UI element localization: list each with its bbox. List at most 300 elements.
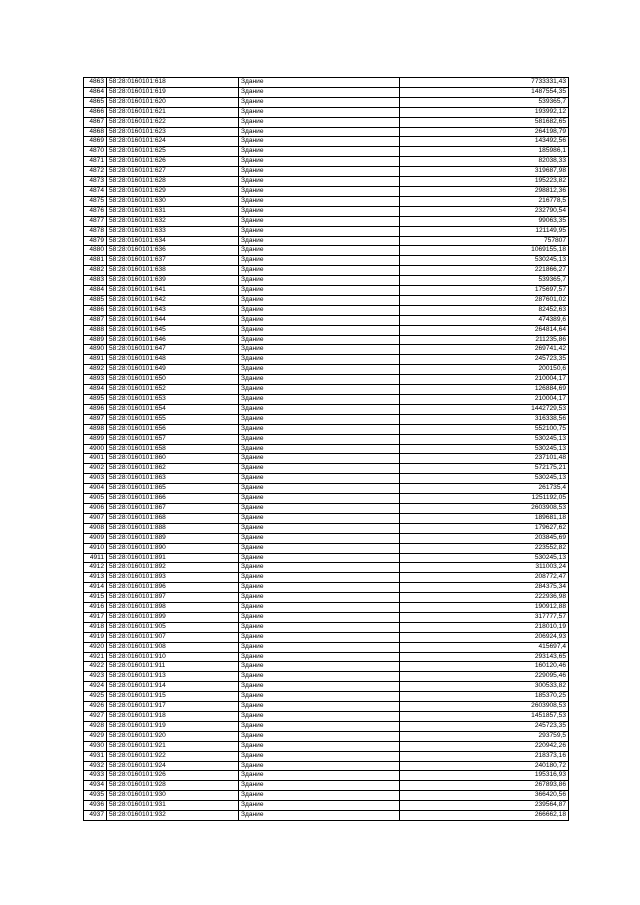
table-row bbox=[84, 454, 569, 464]
table-row bbox=[84, 87, 569, 97]
table-row bbox=[84, 256, 569, 266]
object-type-cell: Здание bbox=[239, 137, 400, 147]
table-row bbox=[84, 335, 569, 345]
table-row bbox=[84, 186, 569, 196]
cadastral-number-cell: 58:28:0160101:643 bbox=[107, 305, 239, 315]
table-row bbox=[84, 434, 569, 444]
object-type-cell: Здание bbox=[239, 186, 400, 196]
value-cell: 185370,25 bbox=[400, 692, 569, 702]
object-type-cell: Здание bbox=[239, 741, 400, 751]
row-number-cell: 4881 bbox=[84, 256, 107, 266]
row-number-cell: 4901 bbox=[84, 454, 107, 464]
table-row bbox=[84, 632, 569, 642]
value-cell: 232790,54 bbox=[400, 206, 569, 216]
cadastral-number-cell: 58:28:0160101:644 bbox=[107, 315, 239, 325]
object-type-cell: Здание bbox=[239, 612, 400, 622]
object-type-cell: Здание bbox=[239, 494, 400, 504]
cadastral-number-cell: 58:28:0160101:656 bbox=[107, 424, 239, 434]
row-number-cell: 4867 bbox=[84, 117, 107, 127]
row-number-cell: 4899 bbox=[84, 434, 107, 444]
cadastral-number-cell: 58:28:0160101:623 bbox=[107, 127, 239, 137]
row-number-cell: 4934 bbox=[84, 781, 107, 791]
value-cell: 211235,86 bbox=[400, 335, 569, 345]
value-cell: 237101,48 bbox=[400, 454, 569, 464]
cadastral-number-cell: 58:28:0160101:915 bbox=[107, 692, 239, 702]
cadastral-number-cell: 58:28:0160101:658 bbox=[107, 444, 239, 454]
cadastral-number-cell: 58:28:0160101:633 bbox=[107, 226, 239, 236]
row-number-cell: 4937 bbox=[84, 811, 107, 821]
object-type-cell: Здание bbox=[239, 632, 400, 642]
object-type-cell: Здание bbox=[239, 305, 400, 315]
row-number-cell: 4865 bbox=[84, 97, 107, 107]
row-number-cell: 4917 bbox=[84, 612, 107, 622]
table-row bbox=[84, 622, 569, 632]
row-number-cell: 4919 bbox=[84, 632, 107, 642]
row-number-cell: 4896 bbox=[84, 404, 107, 414]
row-number-cell: 4872 bbox=[84, 167, 107, 177]
cadastral-number-cell: 58:28:0160101:908 bbox=[107, 642, 239, 652]
object-type-cell: Здание bbox=[239, 682, 400, 692]
value-cell: 300533,82 bbox=[400, 682, 569, 692]
row-number-cell: 4900 bbox=[84, 444, 107, 454]
row-number-cell: 4902 bbox=[84, 464, 107, 474]
cadastral-number-cell: 58:28:0160101:910 bbox=[107, 652, 239, 662]
cadastral-number-cell: 58:28:0160101:866 bbox=[107, 494, 239, 504]
table-row bbox=[84, 276, 569, 286]
value-cell: 1069155,18 bbox=[400, 246, 569, 256]
cadastral-number-cell: 58:28:0160101:905 bbox=[107, 622, 239, 632]
value-cell: 223552,82 bbox=[400, 543, 569, 553]
object-type-cell: Здание bbox=[239, 295, 400, 305]
table-row bbox=[84, 236, 569, 246]
object-type-cell: Здание bbox=[239, 206, 400, 216]
value-cell: 193992,12 bbox=[400, 107, 569, 117]
value-cell: 121149,95 bbox=[400, 226, 569, 236]
value-cell: 222936,98 bbox=[400, 593, 569, 603]
value-cell: 216778,5 bbox=[400, 196, 569, 206]
cadastral-number-cell: 58:28:0160101:889 bbox=[107, 533, 239, 543]
cadastral-number-cell: 58:28:0160101:627 bbox=[107, 167, 239, 177]
object-type-cell: Здание bbox=[239, 147, 400, 157]
value-cell: 126884,69 bbox=[400, 385, 569, 395]
value-cell: 539365,7 bbox=[400, 276, 569, 286]
object-type-cell: Здание bbox=[239, 781, 400, 791]
value-cell: 572175,21 bbox=[400, 464, 569, 474]
row-number-cell: 4892 bbox=[84, 365, 107, 375]
value-cell: 298812,36 bbox=[400, 186, 569, 196]
table-row bbox=[84, 702, 569, 712]
cadastral-number-cell: 58:28:0160101:918 bbox=[107, 712, 239, 722]
row-number-cell: 4911 bbox=[84, 553, 107, 563]
value-cell: 552100,75 bbox=[400, 424, 569, 434]
row-number-cell: 4936 bbox=[84, 801, 107, 811]
cadastral-number-cell: 58:28:0160101:890 bbox=[107, 543, 239, 553]
cadastral-number-cell: 58:28:0160101:913 bbox=[107, 672, 239, 682]
table-row bbox=[84, 196, 569, 206]
value-cell: 267893,86 bbox=[400, 781, 569, 791]
cadastral-number-cell: 58:28:0160101:922 bbox=[107, 751, 239, 761]
row-number-cell: 4868 bbox=[84, 127, 107, 137]
object-type-cell: Здание bbox=[239, 474, 400, 484]
value-cell: 195316,93 bbox=[400, 771, 569, 781]
table-row bbox=[84, 375, 569, 385]
object-type-cell: Здание bbox=[239, 791, 400, 801]
cadastral-number-cell: 58:28:0160101:932 bbox=[107, 811, 239, 821]
value-cell: 208772,47 bbox=[400, 573, 569, 583]
value-cell: 160120,46 bbox=[400, 662, 569, 672]
value-cell: 82038,33 bbox=[400, 157, 569, 167]
cadastral-number-cell: 58:28:0160101:919 bbox=[107, 721, 239, 731]
object-type-cell: Здание bbox=[239, 513, 400, 523]
cadastral-number-cell: 58:28:0160101:891 bbox=[107, 553, 239, 563]
table-row bbox=[84, 404, 569, 414]
row-number-cell: 4913 bbox=[84, 573, 107, 583]
row-number-cell: 4886 bbox=[84, 305, 107, 315]
cadastral-number-cell: 58:28:0160101:931 bbox=[107, 801, 239, 811]
cadastral-number-cell: 58:28:0160101:893 bbox=[107, 573, 239, 583]
value-cell: 530245,13 bbox=[400, 444, 569, 454]
value-cell: 287601,02 bbox=[400, 295, 569, 305]
cadastral-number-cell: 58:28:0160101:626 bbox=[107, 157, 239, 167]
cadastral-number-cell: 58:28:0160101:926 bbox=[107, 771, 239, 781]
row-number-cell: 4887 bbox=[84, 315, 107, 325]
table-row bbox=[84, 117, 569, 127]
table-row bbox=[84, 494, 569, 504]
object-type-cell: Здание bbox=[239, 811, 400, 821]
table-row bbox=[84, 513, 569, 523]
object-type-cell: Здание bbox=[239, 236, 400, 246]
value-cell: 218010,19 bbox=[400, 622, 569, 632]
value-cell: 319687,98 bbox=[400, 167, 569, 177]
value-cell: 757807 bbox=[400, 236, 569, 246]
cadastral-number-cell: 58:28:0160101:622 bbox=[107, 117, 239, 127]
row-number-cell: 4871 bbox=[84, 157, 107, 167]
object-type-cell: Здание bbox=[239, 652, 400, 662]
row-number-cell: 4897 bbox=[84, 414, 107, 424]
value-cell: 221866,27 bbox=[400, 266, 569, 276]
row-number-cell: 4907 bbox=[84, 513, 107, 523]
row-number-cell: 4915 bbox=[84, 593, 107, 603]
object-type-cell: Здание bbox=[239, 583, 400, 593]
row-number-cell: 4883 bbox=[84, 276, 107, 286]
table-row bbox=[84, 533, 569, 543]
object-type-cell: Здание bbox=[239, 246, 400, 256]
table-row bbox=[84, 127, 569, 137]
object-type-cell: Здание bbox=[239, 395, 400, 405]
value-cell: 530245,13 bbox=[400, 474, 569, 484]
table-row bbox=[84, 315, 569, 325]
value-cell: 269741,42 bbox=[400, 345, 569, 355]
value-cell: 210004,17 bbox=[400, 375, 569, 385]
row-number-cell: 4891 bbox=[84, 355, 107, 365]
value-cell: 1442729,53 bbox=[400, 404, 569, 414]
value-cell: 1451857,53 bbox=[400, 712, 569, 722]
table-row bbox=[84, 791, 569, 801]
cadastral-number-cell: 58:28:0160101:911 bbox=[107, 662, 239, 672]
value-cell: 293759,5 bbox=[400, 731, 569, 741]
table-row bbox=[84, 652, 569, 662]
table-row bbox=[84, 731, 569, 741]
cadastral-number-cell: 58:28:0160101:653 bbox=[107, 395, 239, 405]
value-cell: 316338,56 bbox=[400, 414, 569, 424]
object-type-cell: Здание bbox=[239, 256, 400, 266]
table-row bbox=[84, 286, 569, 296]
row-number-cell: 4922 bbox=[84, 662, 107, 672]
cadastral-number-cell: 58:28:0160101:650 bbox=[107, 375, 239, 385]
object-type-cell: Здание bbox=[239, 286, 400, 296]
cadastral-number-cell: 58:28:0160101:928 bbox=[107, 781, 239, 791]
cadastral-number-cell: 58:28:0160101:892 bbox=[107, 563, 239, 573]
object-type-cell: Здание bbox=[239, 454, 400, 464]
cadastral-number-cell: 58:28:0160101:863 bbox=[107, 474, 239, 484]
row-number-cell: 4920 bbox=[84, 642, 107, 652]
table-row bbox=[84, 741, 569, 751]
row-number-cell: 4870 bbox=[84, 147, 107, 157]
row-number-cell: 4879 bbox=[84, 236, 107, 246]
object-type-cell: Здание bbox=[239, 662, 400, 672]
value-cell: 264198,79 bbox=[400, 127, 569, 137]
object-type-cell: Здание bbox=[239, 642, 400, 652]
object-type-cell: Здание bbox=[239, 117, 400, 127]
row-number-cell: 4877 bbox=[84, 216, 107, 226]
value-cell: 82452,63 bbox=[400, 305, 569, 315]
table-row bbox=[84, 206, 569, 216]
object-type-cell: Здание bbox=[239, 434, 400, 444]
row-number-cell: 4903 bbox=[84, 474, 107, 484]
table-row bbox=[84, 355, 569, 365]
cadastral-number-cell: 58:28:0160101:899 bbox=[107, 612, 239, 622]
row-number-cell: 4916 bbox=[84, 603, 107, 613]
value-cell: 366420,56 bbox=[400, 791, 569, 801]
table-row bbox=[84, 781, 569, 791]
row-number-cell: 4874 bbox=[84, 186, 107, 196]
value-cell: 284375,34 bbox=[400, 583, 569, 593]
table-row bbox=[84, 801, 569, 811]
value-cell: 530245,13 bbox=[400, 434, 569, 444]
object-type-cell: Здание bbox=[239, 216, 400, 226]
table-row bbox=[84, 147, 569, 157]
row-number-cell: 4882 bbox=[84, 266, 107, 276]
object-type-cell: Здание bbox=[239, 721, 400, 731]
object-type-cell: Здание bbox=[239, 533, 400, 543]
row-number-cell: 4927 bbox=[84, 712, 107, 722]
cadastral-number-cell: 58:28:0160101:907 bbox=[107, 632, 239, 642]
object-type-cell: Здание bbox=[239, 226, 400, 236]
row-number-cell: 4864 bbox=[84, 87, 107, 97]
value-cell: 189681,18 bbox=[400, 513, 569, 523]
row-number-cell: 4890 bbox=[84, 345, 107, 355]
row-number-cell: 4932 bbox=[84, 761, 107, 771]
row-number-cell: 4866 bbox=[84, 107, 107, 117]
cadastral-number-cell: 58:28:0160101:619 bbox=[107, 87, 239, 97]
cadastral-number-cell: 58:28:0160101:860 bbox=[107, 454, 239, 464]
value-cell: 415697,4 bbox=[400, 642, 569, 652]
value-cell: 143492,56 bbox=[400, 137, 569, 147]
value-cell: 539365,7 bbox=[400, 97, 569, 107]
row-number-cell: 4908 bbox=[84, 523, 107, 533]
table-row bbox=[84, 414, 569, 424]
row-number-cell: 4910 bbox=[84, 543, 107, 553]
value-cell: 7733331,43 bbox=[400, 78, 569, 88]
table-row bbox=[84, 246, 569, 256]
cadastral-number-cell: 58:28:0160101:896 bbox=[107, 583, 239, 593]
object-type-cell: Здание bbox=[239, 692, 400, 702]
cadastral-number-cell: 58:28:0160101:917 bbox=[107, 702, 239, 712]
object-type-cell: Здание bbox=[239, 157, 400, 167]
row-number-cell: 4912 bbox=[84, 563, 107, 573]
table-row bbox=[84, 474, 569, 484]
cadastral-number-cell: 58:28:0160101:657 bbox=[107, 434, 239, 444]
table-row bbox=[84, 444, 569, 454]
row-number-cell: 4935 bbox=[84, 791, 107, 801]
table-row bbox=[84, 603, 569, 613]
object-type-cell: Здание bbox=[239, 335, 400, 345]
object-type-cell: Здание bbox=[239, 107, 400, 117]
row-number-cell: 4906 bbox=[84, 503, 107, 513]
row-number-cell: 4918 bbox=[84, 622, 107, 632]
object-type-cell: Здание bbox=[239, 424, 400, 434]
row-number-cell: 4909 bbox=[84, 533, 107, 543]
row-number-cell: 4875 bbox=[84, 196, 107, 206]
value-cell: 185986,1 bbox=[400, 147, 569, 157]
table-row bbox=[84, 345, 569, 355]
object-type-cell: Здание bbox=[239, 414, 400, 424]
cadastral-number-cell: 58:28:0160101:867 bbox=[107, 503, 239, 513]
table-row bbox=[84, 365, 569, 375]
table-row bbox=[84, 672, 569, 682]
object-type-cell: Здание bbox=[239, 196, 400, 206]
property-table bbox=[83, 77, 569, 821]
row-number-cell: 4921 bbox=[84, 652, 107, 662]
row-number-cell: 4885 bbox=[84, 295, 107, 305]
value-cell: 179627,62 bbox=[400, 523, 569, 533]
value-cell: 239564,87 bbox=[400, 801, 569, 811]
row-number-cell: 4905 bbox=[84, 494, 107, 504]
table-row bbox=[84, 177, 569, 187]
row-number-cell: 4929 bbox=[84, 731, 107, 741]
cadastral-number-cell: 58:28:0160101:655 bbox=[107, 414, 239, 424]
value-cell: 1487554,35 bbox=[400, 87, 569, 97]
value-cell: 317777,57 bbox=[400, 612, 569, 622]
cadastral-number-cell: 58:28:0160101:632 bbox=[107, 216, 239, 226]
table-body bbox=[84, 78, 569, 821]
value-cell: 175697,57 bbox=[400, 286, 569, 296]
object-type-cell: Здание bbox=[239, 573, 400, 583]
value-cell: 311003,24 bbox=[400, 563, 569, 573]
table-row bbox=[84, 464, 569, 474]
object-type-cell: Здание bbox=[239, 444, 400, 454]
value-cell: 220942,26 bbox=[400, 741, 569, 751]
row-number-cell: 4889 bbox=[84, 335, 107, 345]
row-number-cell: 4914 bbox=[84, 583, 107, 593]
table-row bbox=[84, 167, 569, 177]
object-type-cell: Здание bbox=[239, 751, 400, 761]
object-type-cell: Здание bbox=[239, 593, 400, 603]
cadastral-number-cell: 58:28:0160101:625 bbox=[107, 147, 239, 157]
cadastral-number-cell: 58:28:0160101:629 bbox=[107, 186, 239, 196]
value-cell: 2603908,53 bbox=[400, 503, 569, 513]
table-row bbox=[84, 216, 569, 226]
cadastral-number-cell: 58:28:0160101:639 bbox=[107, 276, 239, 286]
row-number-cell: 4923 bbox=[84, 672, 107, 682]
table-row bbox=[84, 751, 569, 761]
value-cell: 245723,35 bbox=[400, 721, 569, 731]
table-row bbox=[84, 226, 569, 236]
object-type-cell: Здание bbox=[239, 731, 400, 741]
object-type-cell: Здание bbox=[239, 553, 400, 563]
object-type-cell: Здание bbox=[239, 672, 400, 682]
row-number-cell: 4933 bbox=[84, 771, 107, 781]
row-number-cell: 4931 bbox=[84, 751, 107, 761]
row-number-cell: 4880 bbox=[84, 246, 107, 256]
cadastral-number-cell: 58:28:0160101:636 bbox=[107, 246, 239, 256]
cadastral-number-cell: 58:28:0160101:637 bbox=[107, 256, 239, 266]
value-cell: 474389,6 bbox=[400, 315, 569, 325]
cadastral-number-cell: 58:28:0160101:638 bbox=[107, 266, 239, 276]
cadastral-number-cell: 58:28:0160101:649 bbox=[107, 365, 239, 375]
table-row bbox=[84, 811, 569, 821]
row-number-cell: 4926 bbox=[84, 702, 107, 712]
object-type-cell: Здание bbox=[239, 266, 400, 276]
table-row bbox=[84, 157, 569, 167]
table-row bbox=[84, 563, 569, 573]
table-row bbox=[84, 107, 569, 117]
row-number-cell: 4878 bbox=[84, 226, 107, 236]
table-row bbox=[84, 395, 569, 405]
table-row bbox=[84, 721, 569, 731]
value-cell: 200150,6 bbox=[400, 365, 569, 375]
object-type-cell: Здание bbox=[239, 365, 400, 375]
object-type-cell: Здание bbox=[239, 702, 400, 712]
object-type-cell: Здание bbox=[239, 523, 400, 533]
cadastral-number-cell: 58:28:0160101:898 bbox=[107, 603, 239, 613]
cadastral-number-cell: 58:28:0160101:868 bbox=[107, 513, 239, 523]
table-row bbox=[84, 305, 569, 315]
value-cell: 206924,93 bbox=[400, 632, 569, 642]
row-number-cell: 4888 bbox=[84, 325, 107, 335]
row-number-cell: 4869 bbox=[84, 137, 107, 147]
value-cell: 530245,13 bbox=[400, 553, 569, 563]
table-row bbox=[84, 553, 569, 563]
row-number-cell: 4884 bbox=[84, 286, 107, 296]
table-row bbox=[84, 771, 569, 781]
object-type-cell: Здание bbox=[239, 325, 400, 335]
value-cell: 218373,16 bbox=[400, 751, 569, 761]
cadastral-number-cell: 58:28:0160101:630 bbox=[107, 196, 239, 206]
value-cell: 266662,18 bbox=[400, 811, 569, 821]
value-cell: 210004,17 bbox=[400, 395, 569, 405]
cadastral-number-cell: 58:28:0160101:618 bbox=[107, 78, 239, 88]
table-row bbox=[84, 266, 569, 276]
table-row bbox=[84, 761, 569, 771]
value-cell: 203845,69 bbox=[400, 533, 569, 543]
table-row bbox=[84, 712, 569, 722]
cadastral-number-cell: 58:28:0160101:921 bbox=[107, 741, 239, 751]
table-row bbox=[84, 543, 569, 553]
object-type-cell: Здание bbox=[239, 177, 400, 187]
object-type-cell: Здание bbox=[239, 484, 400, 494]
value-cell: 195223,82 bbox=[400, 177, 569, 187]
value-cell: 240180,72 bbox=[400, 761, 569, 771]
object-type-cell: Здание bbox=[239, 801, 400, 811]
table-row bbox=[84, 484, 569, 494]
table-row bbox=[84, 385, 569, 395]
value-cell: 293143,65 bbox=[400, 652, 569, 662]
table-row bbox=[84, 137, 569, 147]
cadastral-number-cell: 58:28:0160101:652 bbox=[107, 385, 239, 395]
table-row bbox=[84, 573, 569, 583]
cadastral-number-cell: 58:28:0160101:920 bbox=[107, 731, 239, 741]
